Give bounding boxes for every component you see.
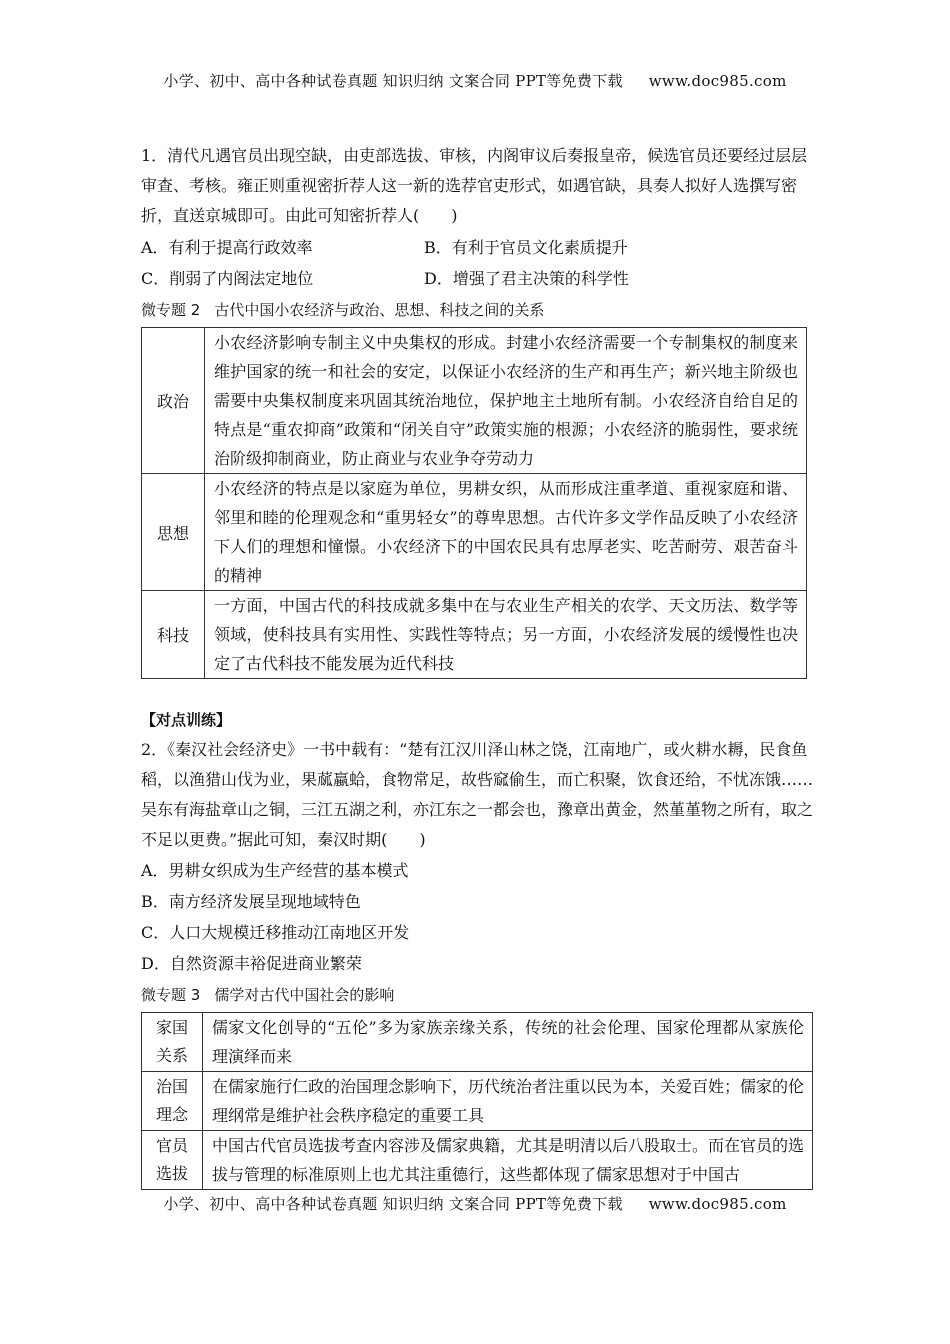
row-key [142,1072,203,1131]
row-key-politics: 政治 [142,328,205,474]
section-2-title: 古代中国小农经济与政治、思想、科技之间的关系 [214,301,545,319]
table-row [142,1013,813,1072]
page-footer [0,1193,950,1214]
q2-option-b: B．南方经济发展呈现地域特色 [141,892,361,911]
q1-option-c: C．削弱了内阁法定地位 [141,269,314,288]
row-key-technology: 科技 [142,591,205,679]
section-3-title: 儒学对古代中国社会的影响 [214,986,395,1004]
row-value: 中国古代官员选拔考查内容涉及儒家典籍，尤其是明清以后八股取士。而在官员的选拔与管理的标准原则上也尤其注重德行，这些都体现了儒家思想对于中国古 [203,1131,813,1190]
section-3-number: 微专题 3 [141,986,201,1004]
row-key [142,1013,203,1072]
page-header [0,70,950,91]
row-value: 儒家文化创导的“五伦”多为家族亲缘关系，传统的社会伦理、国家伦理都从家族伦理演绎而来 [203,1013,813,1072]
question-2-options [141,855,813,979]
question-2-stem: 2．《秦汉社会经济史》一书中载有：“楚有江汉川泽山林之饶，江南地广，或火耕水耨，民食鱼稻，以渔猎山伐为业，果蓏蠃蛤，食物常足，故呰窳偷生，而亡积聚，饮食还给，不忧冻饿……吴东有海盐章山之铜，三江五湖之利，亦江东之一都会也，豫章出黄金，然堇堇物之所有，取之不足以更费。”据此可知，秦汉时期( ) [141,740,814,849]
q1-option-b: B．有利于官员文化素质提升 [424,238,628,257]
row-value: 在儒家施行仁政的治国理念影响下，历代统治者注重以民为本，关爱百姓；儒家的伦理纲常是维护社会秩序稳定的重要工具 [203,1072,813,1131]
row-value-technology: 一方面，中国古代的科技成就多集中在与农业生产相关的农学、天文历法、数学等领域，使科技具有实用性、实践性等特点；另一方面，小农经济发展的缓慢性也决定了古代科技不能发展为近代科技 [205,591,807,679]
footer-text: 小学、初中、高中各种试卷真题 知识归纳 文案合同 PPT等免费下载 [163,1195,623,1213]
table-row [142,1072,813,1131]
row-key-line1: 治国 [155,1077,188,1096]
table-economy-relations [141,327,807,679]
row-key-line1: 家国 [155,1018,188,1037]
header-site: www.doc985.com [648,72,787,90]
row-key-line2: 选拔 [155,1164,188,1183]
q1-option-a: A．有利于提高行政效率 [141,238,313,257]
row-key-line2: 关系 [155,1046,188,1065]
table-confucian-influence [141,1012,813,1190]
row-value-politics: 小农经济影响专制主义中央集权的形成。封建小农经济需要一个专制集权的制度来维护国家的统一和社会的安定，以保证小农经济的生产和再生产；新兴地主阶级也需要中央集权制度来巩固其统治地位，保护地主土地所有制。小农经济自给自足的特点是“重农抑商”政策和“闭关自守”政策实施的根源；小农经济的脆弱性，要求统治阶级抑制商业，防止商业与农业争夺劳动力 [205,328,807,474]
table-row [142,1131,813,1190]
q1-option-d: D．增强了君主决策的科学性 [424,269,629,288]
row-key-line1: 官员 [155,1136,188,1155]
row-key-line2: 理念 [155,1105,188,1124]
table-row [142,474,807,591]
section-2-heading [141,295,813,325]
q2-option-c: C．人口大规模迁移推动江南地区开发 [141,923,410,942]
section-2-number: 微专题 2 [141,301,201,319]
question-1-stem: 1．清代凡遇官员出现空缺，由吏部选拔、审核，内阁审议后奏报皇帝，候选官员还要经过层层审查、考核。雍正则重视密折荐人这一新的选荐官吏形式，如遇官缺，具奏人拟好人选撰写密折，直送京城即可。由此可知密折荐人( ) [141,146,808,225]
header-text: 小学、初中、高中各种试卷真题 知识归纳 文案合同 PPT等免费下载 [163,72,623,90]
footer-site: www.doc985.com [648,1195,787,1213]
q2-option-a: A．男耕女织成为生产经营的基本模式 [141,861,409,880]
q2-option-d: D．自然资源丰裕促进商业繁荣 [141,954,362,973]
training-label: 【对点训练】 [141,711,232,729]
table-row [142,328,807,474]
row-key [142,1131,203,1190]
page-content [141,141,813,1190]
row-key-thought: 思想 [142,474,205,591]
section-3-heading [141,980,813,1010]
row-value-thought: 小农经济的特点是以家庭为单位，男耕女织，从而形成注重孝道、重视家庭和谐、邻里和睦的伦理观念和“重男轻女”的尊卑思想。古代许多文学作品反映了小农经济下人们的理想和憧憬。小农经济下的中国农民具有忠厚老实、吃苦耐劳、艰苦奋斗的精神 [205,474,807,591]
table-row [142,591,807,679]
question-1-options [141,232,813,294]
